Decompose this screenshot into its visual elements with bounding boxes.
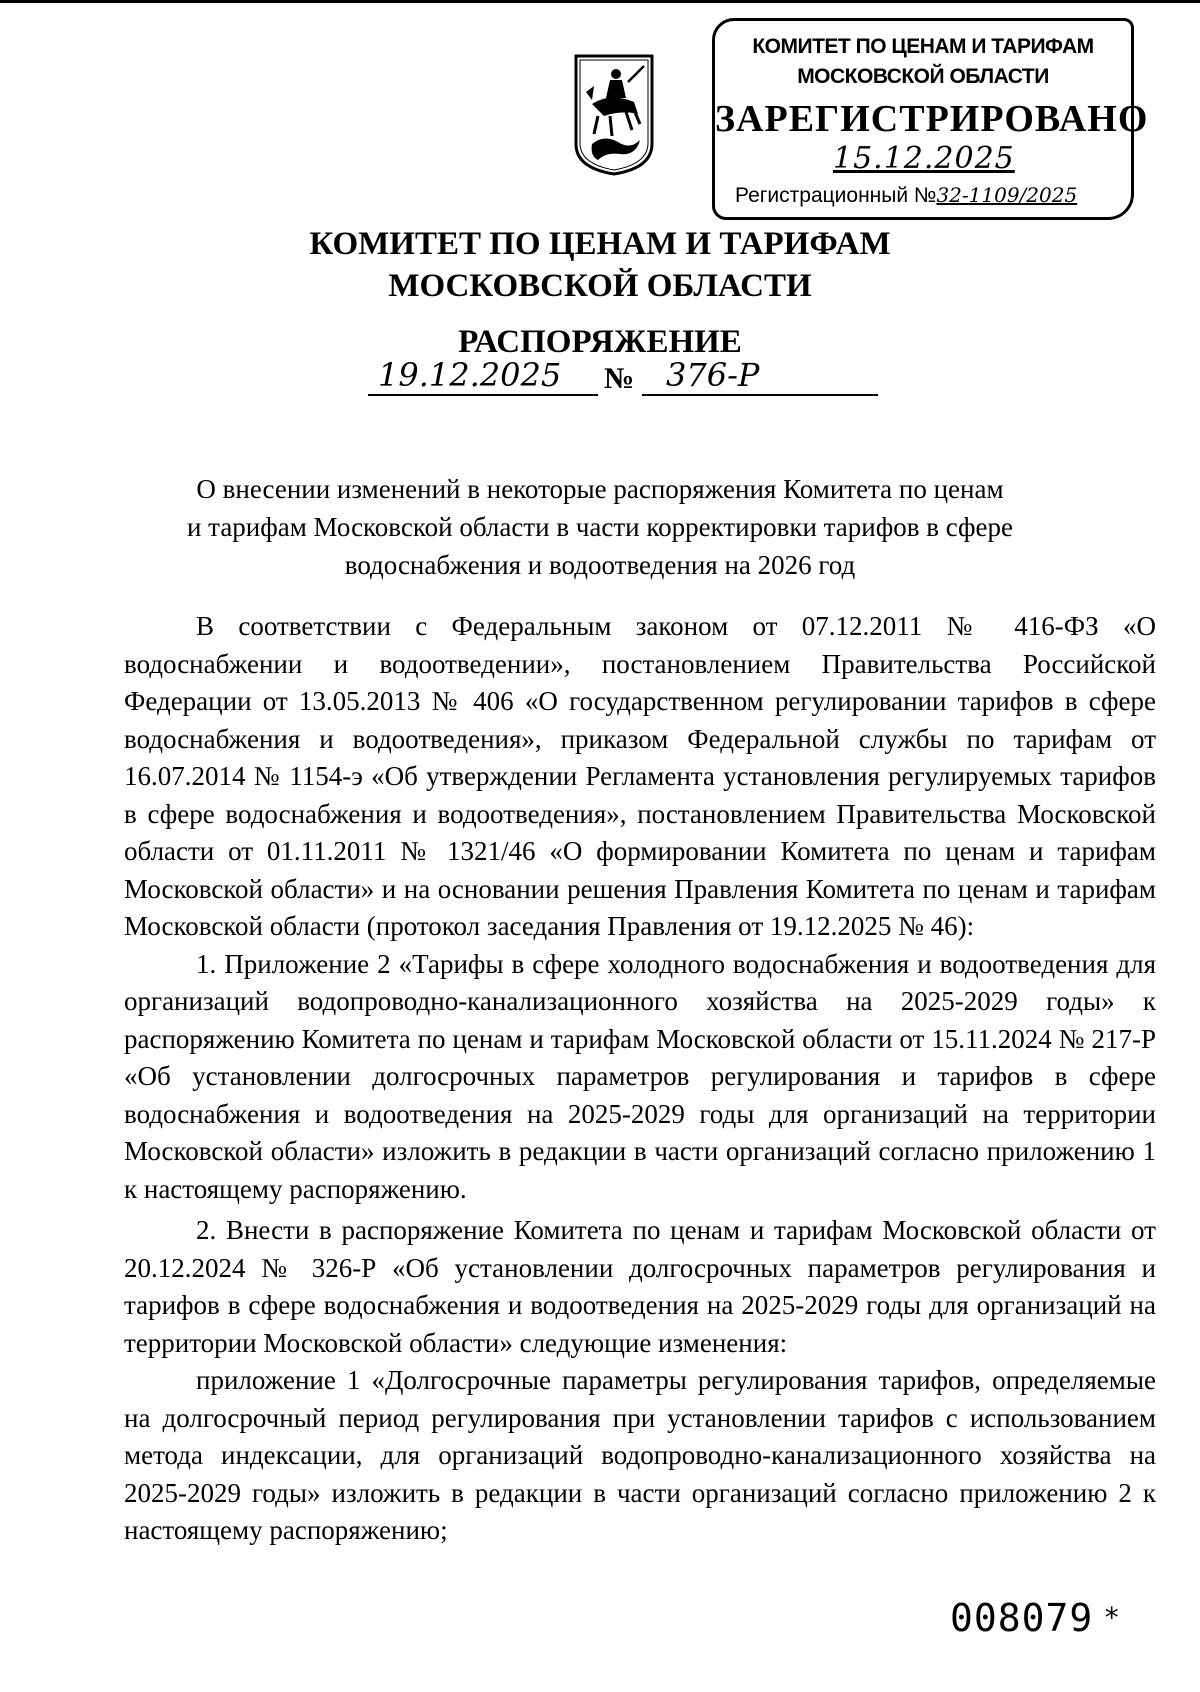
serial-number-value: 008079 <box>950 1596 1094 1640</box>
date-underline <box>368 394 598 396</box>
scan-border <box>0 0 1200 3</box>
stamp-reg-number-label: Регистрационный № <box>735 184 937 207</box>
registration-stamp <box>712 18 1149 220</box>
stamp-registered: ЗАРЕГИСТРИРОВАНО <box>715 98 1149 140</box>
item-1-paragraph: 1. Приложение 2 «Тарифы в сфере холодного водоснабжения и водоотведения для организаций водопроводно-канализационного хозяйства на 2025-2029 годы» к распоряжению Комитета по ценам и тарифам Московской области от 15.11.2024 № 217-Р «Об установлении долгосрочных параметров регулирования и тарифов в сфере водоснабжения и водоотведения на 2025-2029 годы для организаций на территории Московской области» изложить в редакции в части организаций согласно приложению 1 к настоящему распоряжению. <box>124 948 1156 1204</box>
serial-number <box>950 1596 1121 1640</box>
committee-name-line2: МОСКОВСКОЙ ОБЛАСТИ <box>388 268 812 304</box>
doc-number: 376-Р <box>666 356 760 394</box>
subject-line2: и тарифам Московской области в части корректировки тарифов в сфере <box>186 512 1014 542</box>
stamp-org-line2: МОСКОВСКОЙ ОБЛАСТИ <box>797 65 1049 88</box>
subject-line3: водоснабжения и водоотведения на 2026 год <box>344 550 856 580</box>
doc-date: 19.12.2025 <box>378 356 562 394</box>
stamp-reg-number-line <box>735 183 1125 208</box>
item-2-paragraph: 2. Внести в распоряжение Комитета по ценам и тарифам Московской области от 20.12.2024 № 326-Р «Об установлении долгосрочных параметров регулирования и тарифов в сфере водоснабжения и водоотведения на 2025-2029 годы для организаций на территории Московской области» следующие изменения: <box>124 1215 1156 1358</box>
number-sign: № <box>604 362 635 395</box>
item-2-sub-paragraph: приложение 1 «Долгосрочные параметры регулирования тарифов, определяемые на долгосрочный период регулирования при установлении тарифов с использованием метода индексации, для организаций водопроводно-канализационного хозяйства на 2025-2029 годы» изложить в редакции в части организаций согласно приложению 2 к настоящему распоряжению; <box>124 1365 1156 1545</box>
doc-subject <box>180 470 1020 584</box>
committee-name-line1: КОМИТЕТ ПО ЦЕНАМ И ТАРИФАМ <box>309 226 891 262</box>
date-number-line <box>368 354 888 400</box>
number-underline <box>642 394 878 396</box>
doc-type-title: РАСПОРЯЖЕНИЕ <box>458 324 742 360</box>
stamp-reg-number: 32-1109/2025 <box>936 183 1078 207</box>
coat-of-arms-icon <box>570 52 658 178</box>
stamp-reg-date: 15.12.2025 <box>833 141 1015 176</box>
serial-star: * <box>1103 1601 1122 1634</box>
preamble-paragraph: В соответствии с Федеральным законом от 07.12.2011 № 416-ФЗ «О водоснабжении и водоотведении», постановлением Правительства Российской Федерации от 13.05.2013 № 406 «О государственном регулировании тарифов в сфере водоснабжения и водоотведения», приказом Федеральной службы по тарифам от 16.07.2014 № 1154-э «Об утверждении Регламента установления регулируемых тарифов в сфере водоснабжения и водоотведения», постановлением Правительства Московской области от 01.11.2011 № 1321/46 «О формировании Комитета по ценам и тарифам Московской области» и на основании решения Правления Комитета по ценам и тарифам Московской области (протокол заседания Правления от 19.12.2025 № 46): <box>124 611 1156 941</box>
stamp-org-line1: КОМИТЕТ ПО ЦЕНАМ И ТАРИФАМ <box>752 35 1094 58</box>
subject-line1: О внесении изменений в некоторые распоряжения Комитета по ценам <box>196 474 1004 504</box>
doc-body <box>124 608 1156 1550</box>
